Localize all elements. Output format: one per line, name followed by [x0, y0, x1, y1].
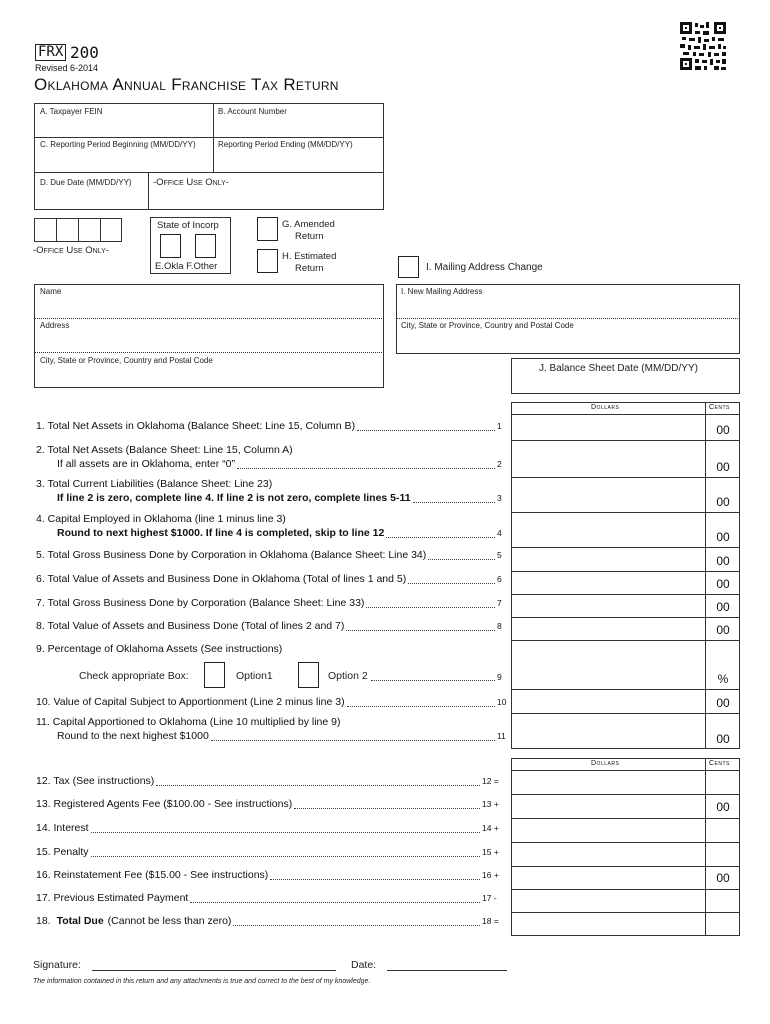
- form-code-box: FRX: [35, 44, 66, 61]
- line-number: 13 +: [482, 799, 499, 809]
- cents-value[interactable]: 00: [716, 423, 730, 437]
- line-number: 10: [497, 697, 507, 707]
- line-number: 8: [497, 621, 502, 631]
- line-label: 16. Reinstatement Fee ($15.00 - See instructions): [36, 869, 269, 881]
- cents-value[interactable]: 00: [716, 800, 730, 814]
- row-divider: [511, 842, 740, 843]
- name-address-block: [34, 284, 384, 388]
- option2-checkbox[interactable]: [298, 662, 319, 688]
- dot-leader: [190, 902, 480, 903]
- cents-value[interactable]: 00: [716, 495, 730, 509]
- city-field[interactable]: City, State or Province, Country and Postal Code: [40, 356, 213, 365]
- line-number: 5: [497, 550, 502, 560]
- dollars-header: Dollars: [591, 404, 620, 411]
- line-label: 12. Tax (See instructions): [36, 775, 155, 787]
- cents-value[interactable]: 00: [716, 696, 730, 710]
- account-number-field[interactable]: B. Account Number: [218, 107, 287, 116]
- dot-leader: [91, 856, 480, 857]
- dot-leader: [91, 832, 480, 833]
- cents-value[interactable]: 00: [716, 530, 730, 544]
- line-label: 5. Total Gross Business Done by Corporation in Oklahoma (Balance Sheet: Line 34): [36, 549, 427, 561]
- name-field[interactable]: Name: [40, 287, 62, 296]
- cents-value[interactable]: 00: [716, 623, 730, 637]
- row-divider: [511, 547, 740, 548]
- line-label: 6. Total Value of Assets and Business Done in Oklahoma (Total of lines 1 and 5): [36, 573, 407, 585]
- dot-leader: [294, 808, 480, 809]
- row-divider: [511, 440, 740, 441]
- line-label: 15. Penalty: [36, 846, 89, 858]
- line-label: 9. Percentage of Oklahoma Assets (See instructions): [36, 643, 283, 655]
- revised-date: Revised 6-2014: [35, 63, 99, 73]
- cents-value[interactable]: 00: [716, 554, 730, 568]
- balance-date-label: J. Balance Sheet Date (MM/DD/YY): [539, 363, 698, 374]
- line-number: 6: [497, 574, 502, 584]
- line-label: 2. Total Net Assets (Balance Sheet: Line 15, Column A): [36, 444, 293, 456]
- line-number: 2: [497, 459, 502, 469]
- dot-leader: [156, 785, 480, 786]
- line-number: 11: [497, 731, 506, 741]
- amended-checkbox[interactable]: [257, 217, 278, 241]
- line-number: 14 +: [482, 823, 499, 833]
- total-due-note: (Cannot be less than zero): [107, 915, 232, 927]
- line-number: 12 =: [482, 776, 499, 786]
- dot-leader: [408, 583, 495, 584]
- cents-header: Cents: [709, 404, 730, 411]
- cents-value[interactable]: 00: [716, 577, 730, 591]
- dot-leader: [428, 559, 495, 560]
- row-divider: [511, 640, 740, 641]
- dot-leader: [413, 502, 495, 503]
- date-line[interactable]: [387, 970, 507, 971]
- office-use-label-2: -Office Use Only-: [33, 245, 109, 256]
- line-sublabel: Round to next highest $1000. If line 4 is completed, skip to line 12: [57, 527, 385, 539]
- dot-leader: [366, 607, 495, 608]
- row-divider: [511, 794, 740, 795]
- row-divider: [511, 512, 740, 513]
- cents-header-2: Cents: [709, 760, 730, 767]
- row-divider: [511, 594, 740, 595]
- option1-label: Option1: [236, 670, 273, 682]
- dot-leader: [346, 630, 495, 631]
- signature-line[interactable]: [92, 970, 336, 971]
- mailing-change-label: I. Mailing Address Change: [426, 262, 543, 273]
- line-label: 7. Total Gross Business Done by Corporation (Balance Sheet: Line 33): [36, 597, 365, 609]
- dot-leader: [386, 537, 495, 538]
- line-label: 11. Capital Apportioned to Oklahoma (Line 10 multiplied by line 9): [36, 716, 341, 728]
- cents-value[interactable]: 00: [716, 460, 730, 474]
- line-label: 4. Capital Employed in Oklahoma (line 1 minus line 3): [36, 513, 286, 525]
- state-of-incorp-label: State of Incorp: [157, 220, 219, 231]
- line-sublabel: If all assets are in Oklahoma, enter “0”: [57, 458, 235, 470]
- line-label: 1. Total Net Assets in Oklahoma (Balance Sheet: Line 15, Column B): [36, 420, 356, 432]
- line-label: [36, 915, 231, 927]
- amended-label-2: Return: [295, 231, 324, 242]
- okla-other-label: E.Okla F.Other: [155, 261, 218, 272]
- line-number: 18 =: [482, 916, 499, 926]
- page-title: Oklahoma Annual Franchise Tax Return: [34, 75, 339, 94]
- line-label: 10. Value of Capital Subject to Apportionment (Line 2 minus line 3): [36, 696, 345, 708]
- address-field[interactable]: Address: [40, 321, 70, 330]
- period-begin-field[interactable]: C. Reporting Period Beginning (MM/DD/YY): [40, 140, 196, 149]
- new-mailing-field[interactable]: I. New Mailing Address: [401, 287, 483, 296]
- amended-label: G. Amended: [282, 219, 335, 230]
- line-sublabel: If line 2 is zero, complete line 4. If line 2 is not zero, complete lines 5-11: [57, 492, 411, 504]
- dot-leader: [270, 879, 480, 880]
- dot-leader: [347, 706, 495, 707]
- taxpayer-info-block: [34, 103, 384, 210]
- check-box-label: Check appropriate Box:: [79, 670, 189, 682]
- due-date-field[interactable]: D. Due Date (MM/DD/YY): [40, 178, 132, 187]
- row-divider: [511, 617, 740, 618]
- new-city-field[interactable]: City, State or Province, Country and Postal Code: [401, 321, 574, 330]
- estimated-label: H. Estimated: [282, 251, 337, 262]
- row-divider: [511, 713, 740, 714]
- line-number: 16 +: [482, 870, 499, 880]
- row-divider: [511, 866, 740, 867]
- line-number: 7: [497, 598, 502, 608]
- estimated-label-2: Return: [295, 263, 324, 274]
- line-number-prefix: 18.: [36, 915, 51, 927]
- cents-value[interactable]: %: [717, 672, 729, 686]
- date-label: Date:: [351, 959, 377, 971]
- period-end-field[interactable]: Reporting Period Ending (MM/DD/YY): [218, 140, 353, 149]
- estimated-checkbox[interactable]: [257, 249, 278, 273]
- cents-value[interactable]: 00: [716, 871, 730, 885]
- row-divider: [511, 818, 740, 819]
- line-number: 3: [497, 493, 502, 503]
- line-sublabel: Round to the next highest $1000: [57, 730, 209, 742]
- total-due-label: Total Due: [56, 915, 104, 927]
- dot-leader: [211, 740, 495, 741]
- line-label: 14. Interest: [36, 822, 89, 834]
- taxpayer-fein-field[interactable]: A. Taxpayer FEIN: [40, 107, 103, 116]
- line-label: 13. Registered Agents Fee ($100.00 - See instructions): [36, 798, 293, 810]
- qr-code: [680, 22, 726, 70]
- office-use-label: -Office Use Only-: [153, 177, 229, 188]
- line-number: 9: [497, 672, 502, 682]
- attestation-text: The information contained in this return and any attachments is true and correct to the best of my knowledge.: [33, 978, 371, 985]
- dot-leader: [233, 925, 480, 926]
- mailing-change-checkbox[interactable]: [398, 256, 419, 278]
- dot-leader: [371, 680, 495, 681]
- line-number: 4: [497, 528, 502, 538]
- line-label: 8. Total Value of Assets and Business Done (Total of lines 2 and 7): [36, 620, 345, 632]
- line-label: 17. Previous Estimated Payment: [36, 892, 189, 904]
- other-checkbox[interactable]: [195, 234, 216, 258]
- option2-label: Option 2: [328, 670, 368, 682]
- line-number: 15 +: [482, 847, 499, 857]
- dollars-header-2: Dollars: [591, 760, 620, 767]
- cents-value[interactable]: 00: [716, 600, 730, 614]
- row-divider: [511, 571, 740, 572]
- row-divider: [511, 477, 740, 478]
- row-divider: [511, 689, 740, 690]
- option1-checkbox[interactable]: [204, 662, 225, 688]
- line-label: 3. Total Current Liabilities (Balance Sheet: Line 23): [36, 478, 273, 490]
- line-number: 1: [497, 421, 502, 431]
- row-divider: [511, 889, 740, 890]
- dot-leader: [357, 430, 495, 431]
- cents-value[interactable]: 00: [716, 732, 730, 746]
- dot-leader: [237, 468, 495, 469]
- signature-label: Signature:: [33, 959, 81, 971]
- line-number: 17 -: [482, 893, 497, 903]
- form-number: 200: [70, 43, 99, 62]
- row-divider: [511, 912, 740, 913]
- okla-checkbox[interactable]: [160, 234, 181, 258]
